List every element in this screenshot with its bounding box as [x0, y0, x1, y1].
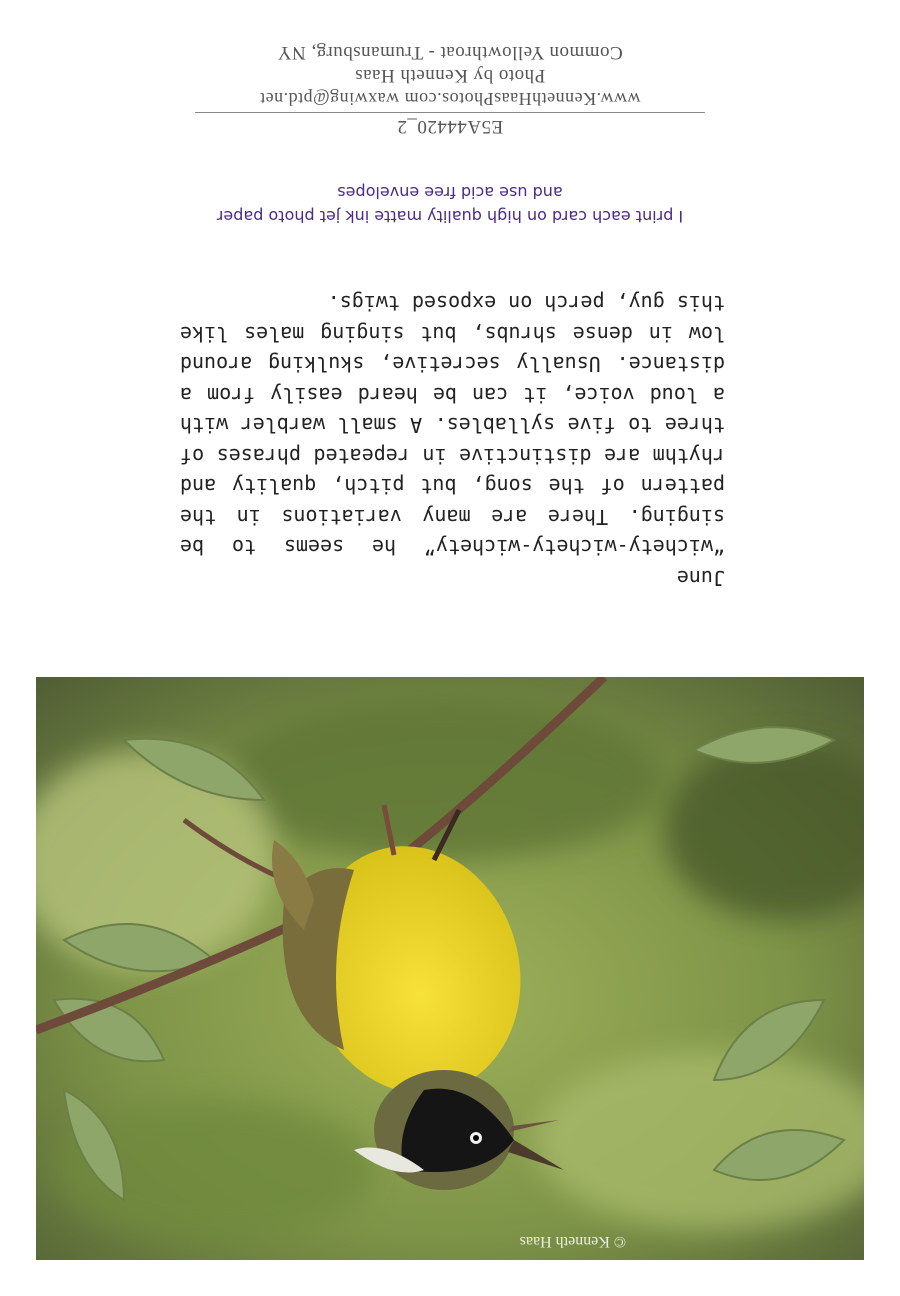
watermark-text: © Kenneth Haas	[519, 1233, 626, 1250]
bird-description	[180, 291, 725, 593]
bird-photo	[36, 677, 864, 1260]
print-note	[170, 168, 730, 228]
month-label: June	[676, 566, 725, 590]
header-divider	[195, 112, 705, 113]
description-text: “wichety-wichety-wichety” he seems to be singing. There are many variations in the pattern of the song, but pitch, quality and rhythm are distinctive in repeated phrases of three to five syllables. A small warbler with a loud voice, it can be heard easily from a distance. Usually secretive, skulking around low in dense shrubs, but singing males like this guy, perch on exposed twigs.	[180, 291, 725, 560]
card-title: Common Yellowthroat - Trumansburg, NY	[277, 42, 623, 63]
print-note-line-1: I print each card on high quality matte ink jet photo paper	[216, 207, 684, 226]
card-header	[150, 28, 750, 138]
bird-photo-illustration	[36, 677, 864, 1260]
contact-urls: www.KennethHaasPhotos.com waxwing@ptd.net	[259, 89, 641, 109]
photo-credit: Photo by Kenneth Haas	[354, 65, 546, 86]
card-code: E5A44420_2	[396, 116, 504, 137]
print-note-line-2: and use acid free envelopes	[337, 183, 563, 202]
